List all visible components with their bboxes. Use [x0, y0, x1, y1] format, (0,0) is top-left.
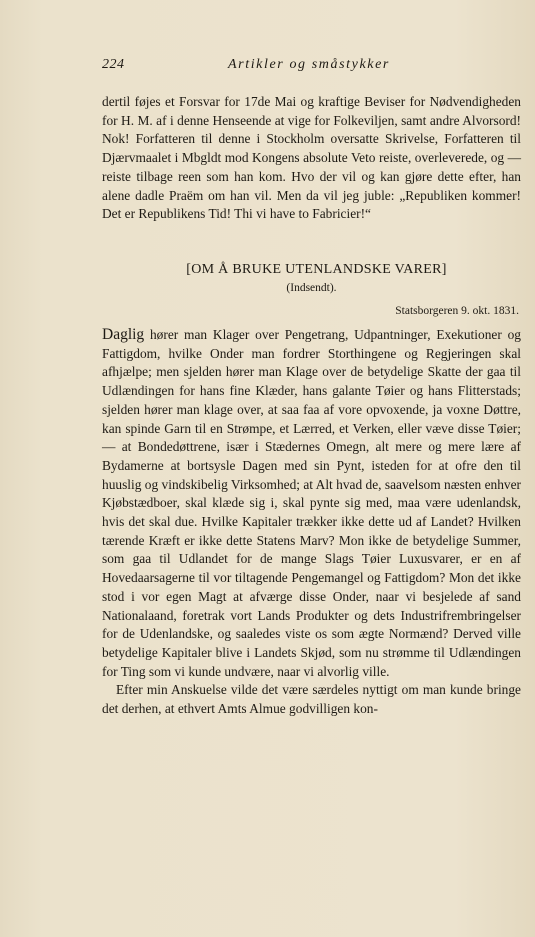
continuation-paragraph	[102, 93, 521, 224]
continuation-text: dertil føjes et Forsvar for 17de Mai og kraftige Beviser for Nødvendigheden for H. M. af i denne Henseende at vige for Folkeviljen, samt andre Alvorsord! Nok! Forfatteren til denne i Stockholm oversatte Skrivelse, Forfatteren til Djærvmaalet i Mbgldt mod Kongens absolute Veto reiste, overleverede, og — reiste tilbage reen som han kom. Hvo der vil og kan gjøre dette efter, han alene dadle Praëm om han vil. Men da vil jeg juble: „Republiken kommer! Det er Republikens Tid! Thi vi have to Fabricier!“	[102, 94, 521, 222]
article-body	[102, 326, 521, 719]
running-title: Artikler og småstykker	[228, 57, 390, 72]
running-head	[102, 57, 521, 77]
article-dateline: Statsborgeren 9. okt. 1831.	[395, 305, 519, 317]
article-subtitle: (Indsendt).	[286, 282, 337, 294]
paragraph-1-text: hører man Klager over Pengetrang, Udpantninger, Exekutioner og Fattigdom, hvilke Onder man fordrer Storthingene og Regjeringen skal afhjælpe; men sjelden hører man Klage over de betydelige Skatte der gaa til Udlændingen for hans fine Klæder, hans galante Tøier og hans Flitterstads; sjelden hører man klage over, at saa faa af vore opvoxende, ja voxne Døttre, kan spinde Garn til en Strømpe, et Lærred, et Verken, eller væve disse Tøier; — at Bondedøttrene, især i Stædernes Omegn, alt mere og mere lære af Bydamerne at bortsysle Dagen med sin Pynt, isteden for at ofre den til huuslig og vindskibelig Virksomhed; at Alt hvad de, saavelsom næsten enhver Kjøbstædboer, skal klæde sig i, skal pynte sig med, maa være udenlandsk, hvis det skal due. Hvilke Kapitaler trækker ikke dette ud af Landet? Hvilken tærende Kræft er ikke dette Statens Marv? Mon ikke de betydelige Summer, som gaa til Udlandet for de mange Slags Tøier Luxusvarer, er en af Hovedaarsagerne til vor tiltagende Pengemangel og Fattigdom? Mon det ikke stod i vor egen Magt at afværge disse Onder, naar vi besjelede af sand Nationalaand, foretrak vort Lands Produkter og dets Industrifrembringelser for de Udenlandske, og saaledes viste os som ægte Normænd? Derved ville betydelige Kapitaler blive i Landets Skjød, som nu strømme til Udlændingen for Ting som vi kunde undvære, naar vi alvorlig ville.	[102, 327, 521, 679]
article-paragraph-2: Efter min Anskuelse vilde det være særdeles nyttigt om man kunde bringe det derhen, at ethvert Amts Almue godvilligen kon-	[102, 682, 521, 717]
paragraph-first-word: Daglig	[102, 326, 145, 343]
article-title: [OM Å BRUKE UTENLANDSKE VARER]	[186, 262, 447, 277]
article-paragraph-1	[102, 326, 521, 681]
article-heading	[102, 262, 521, 294]
page-number: 224	[102, 57, 125, 72]
